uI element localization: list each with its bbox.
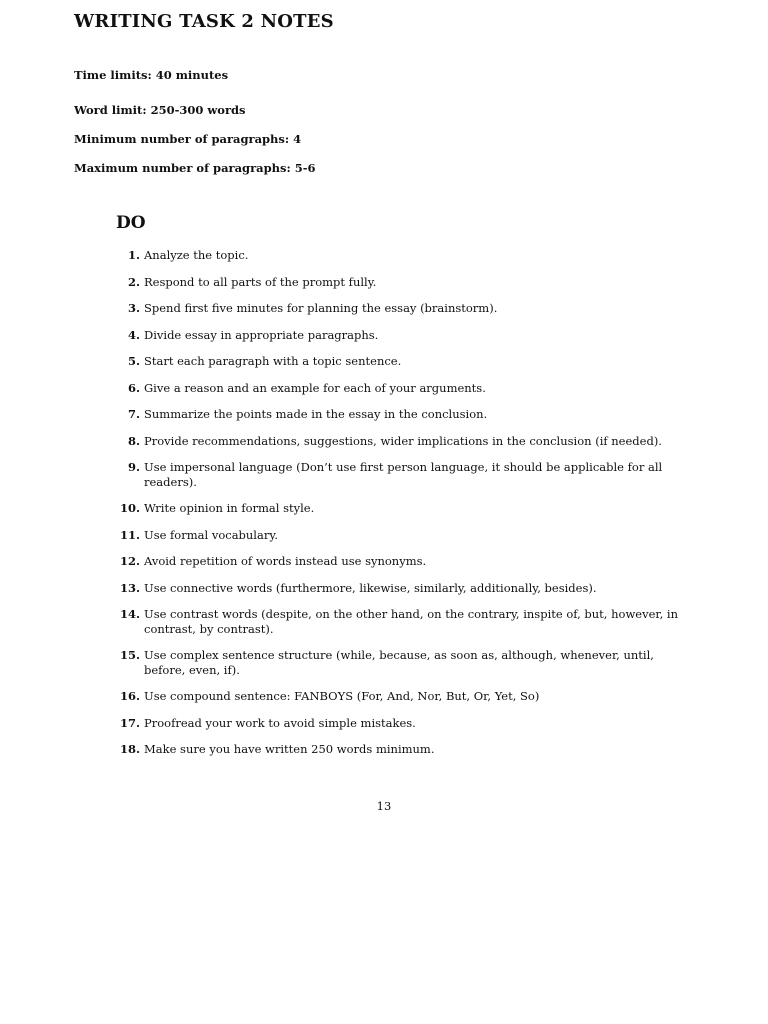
list-item-text: Spend first five minutes for planning the essay (brainstorm). (144, 301, 498, 315)
list-item (110, 607, 680, 636)
list-item-text: Use connective words (furthermore, likewise, similarly, additionally, besides). (144, 580, 597, 595)
do-list (110, 248, 680, 769)
list-item (110, 434, 680, 449)
list-item-text: Use formal vocabulary. (144, 527, 278, 542)
list-item-number: 4. (127, 327, 140, 342)
list-item-text: Summarize the points made in the essay in the conclusion. (144, 407, 488, 421)
list-item (110, 381, 680, 396)
list-item-number: 17. (119, 715, 140, 730)
list-item-number: 14. (119, 607, 140, 621)
min-paragraphs-text: Minimum number of paragraphs: 4 (74, 132, 302, 146)
list-item-number: 11. (119, 527, 140, 542)
list-item-number: 1. (127, 248, 140, 262)
list-item-text: Use impersonal language (Don’t use first person language, it should be applicable for all readers). (144, 460, 663, 489)
page-title: WRITING TASK 2 NOTES (74, 11, 334, 32)
page-number: 13 (376, 799, 392, 813)
list-item-number: 16. (119, 689, 140, 703)
list-item (110, 354, 680, 369)
list-item (110, 248, 680, 263)
list-item (110, 528, 680, 543)
list-item-number: 10. (119, 501, 140, 515)
list-item (110, 648, 680, 677)
list-item-text: Write opinion in formal style. (144, 501, 315, 515)
list-item-number: 5. (127, 354, 140, 368)
list-item-text: Use complex sentence structure (while, because, as soon as, although, whenever, until, before, even, if). (144, 648, 654, 677)
word-limit-text: Word limit: 250-300 words (74, 103, 246, 117)
list-item (110, 742, 680, 757)
list-item-number: 12. (119, 554, 140, 568)
list-item (110, 501, 680, 516)
list-item (110, 716, 680, 731)
list-item (110, 301, 680, 316)
list-item-number: 15. (119, 648, 140, 662)
list-item-number: 2. (127, 274, 140, 289)
list-item (110, 554, 680, 569)
list-item-text: Divide essay in appropriate paragraphs. (144, 327, 379, 342)
list-item-number: 7. (127, 407, 140, 421)
list-item-text: Use compound sentence: FANBOYS (For, And, Nor, But, Or, Yet, So) (144, 689, 540, 703)
list-item-text: Give a reason and an example for each of your arguments. (144, 380, 486, 395)
list-item-number: 18. (119, 742, 140, 756)
list-item-text: Provide recommendations, suggestions, wider implications in the conclusion (if needed). (144, 433, 662, 448)
list-item-number: 6. (127, 380, 140, 395)
list-item (110, 407, 680, 422)
list-item-text: Proofread your work to avoid simple mistakes. (144, 715, 416, 730)
list-item-text: Use contrast words (despite, on the other hand, on the contrary, inspite of, but, however, in contrast, by contrast). (144, 607, 679, 636)
list-item (110, 328, 680, 343)
time-limit-text: Time limits: 40 minutes (74, 68, 229, 82)
list-item-number: 13. (119, 580, 140, 595)
list-item (110, 275, 680, 290)
max-paragraphs-text: Maximum number of paragraphs: 5-6 (74, 161, 316, 175)
do-section-heading: DO (116, 213, 146, 233)
list-item-number: 8. (127, 433, 140, 448)
list-item (110, 689, 680, 704)
list-item (110, 581, 680, 596)
list-item-text: Analyze the topic. (144, 248, 249, 262)
list-item-number: 9. (127, 460, 140, 474)
list-item-text: Respond to all parts of the prompt fully. (144, 274, 377, 289)
list-item-text: Make sure you have written 250 words minimum. (144, 742, 435, 756)
list-item-text: Start each paragraph with a topic sentence. (144, 354, 402, 368)
list-item-number: 3. (127, 301, 140, 315)
list-item (110, 460, 680, 489)
list-item-text: Avoid repetition of words instead use synonyms. (144, 554, 427, 568)
